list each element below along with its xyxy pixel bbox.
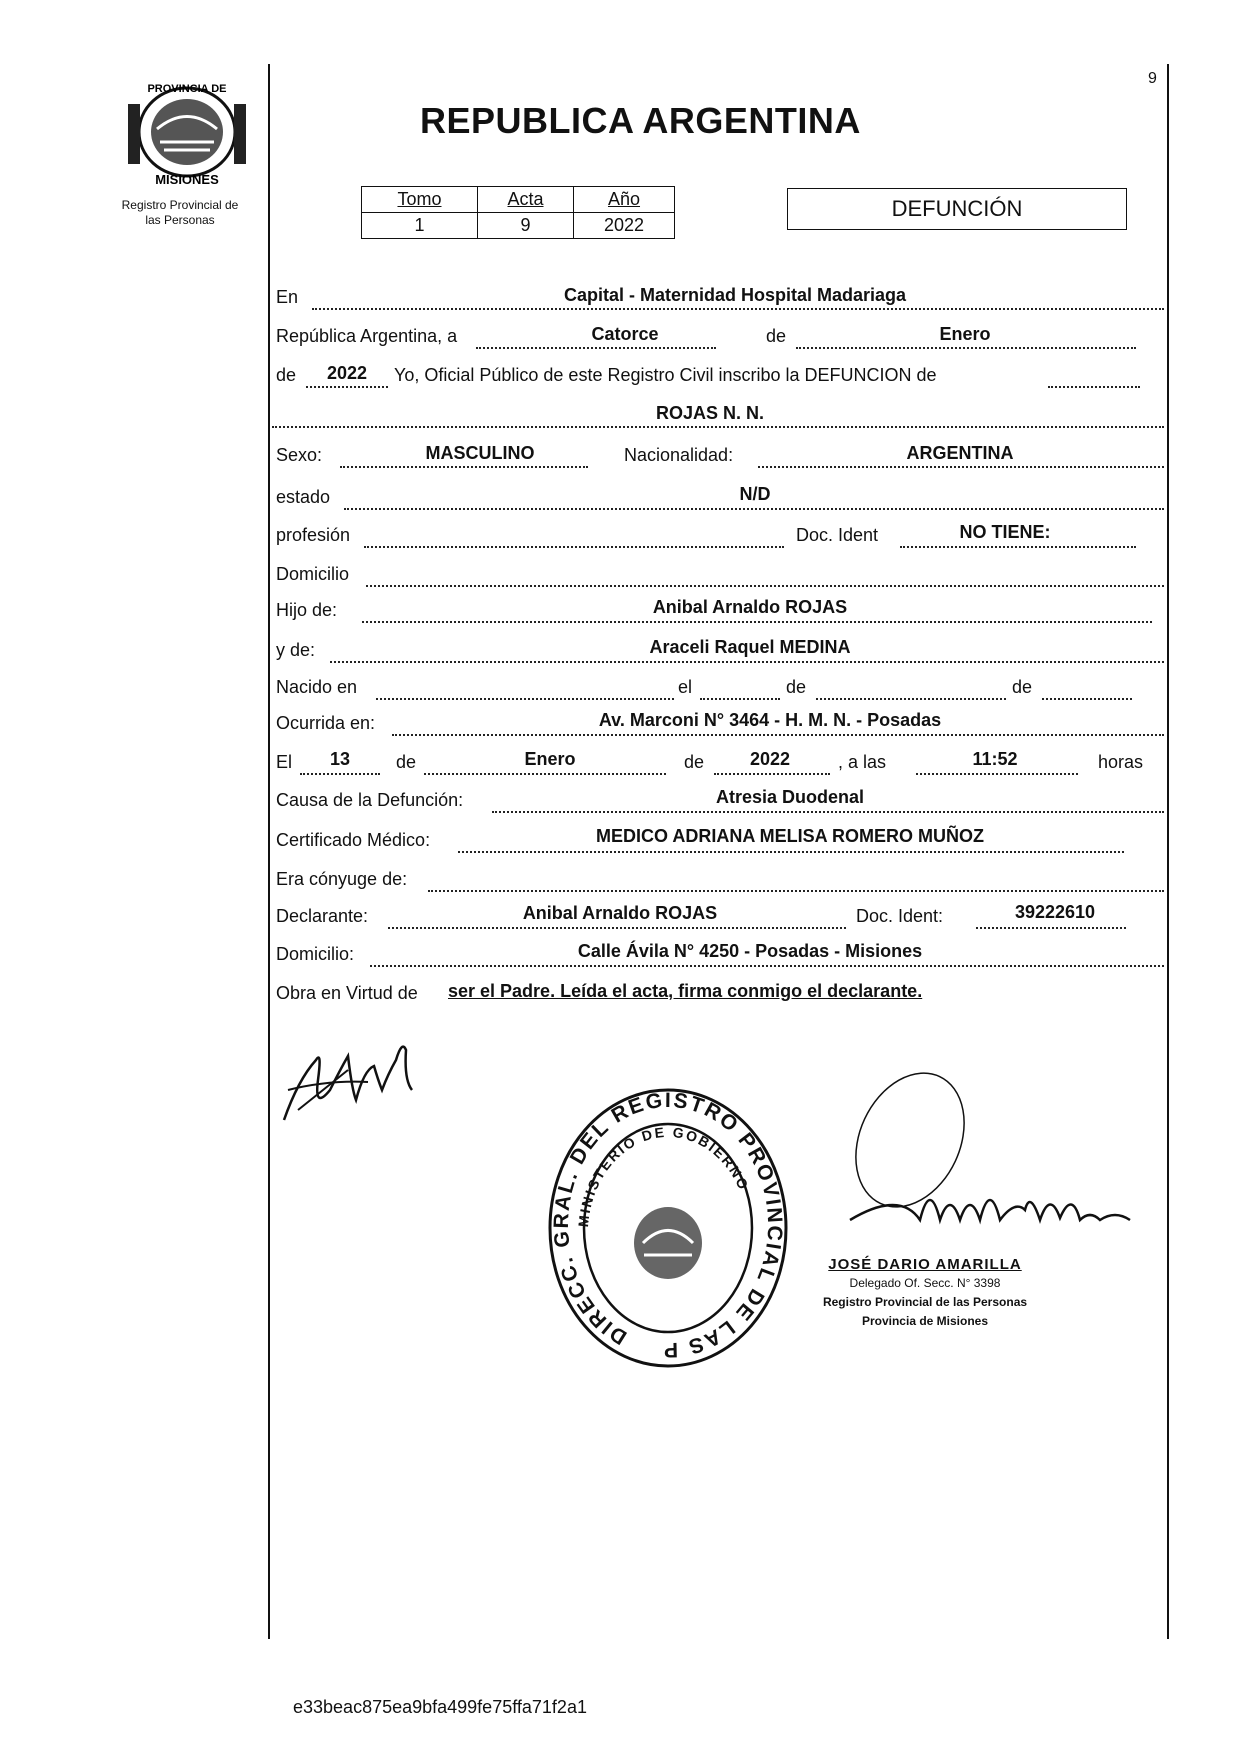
label-sexo: Sexo: <box>276 445 323 465</box>
dots-doc-declarante <box>976 927 1126 929</box>
dots-nacido-anio <box>1042 698 1132 700</box>
value-ocurrida-en: Av. Marconi N° 3464 - H. M. N. - Posadas <box>598 710 942 730</box>
dots-anio <box>306 386 388 388</box>
document-title: REPUBLICA ARGENTINA <box>420 100 861 141</box>
value-madre: Araceli Raquel MEDINA <box>649 637 851 657</box>
label-doc-ident: Doc. Ident <box>796 525 879 545</box>
label-declarante: Declarante: <box>276 906 369 926</box>
official-province: Provincia de Misiones <box>861 1314 989 1328</box>
emblem-bottom-text: MISIONES <box>155 172 219 187</box>
label-doc-ident2: Doc. Ident: <box>856 906 944 926</box>
left-margin-line <box>268 64 270 1639</box>
value-fallecido: ROJAS N. N. <box>655 403 765 423</box>
label-de2: de <box>276 365 297 385</box>
label-domicilio: Domicilio <box>276 564 350 584</box>
dots-domicilio <box>366 585 1164 587</box>
dots-mes <box>796 347 1136 349</box>
label-nacionalidad: Nacionalidad: <box>624 445 734 465</box>
value-anio-def: 2022 <box>749 749 791 769</box>
right-margin-line <box>1167 64 1169 1639</box>
official-registry: Registro Provincial de las Personas <box>822 1295 1028 1309</box>
label-obra-en: Obra en Virtud de <box>276 983 418 1003</box>
official-position: Delegado Of. Secc. N° 3398 <box>849 1276 1001 1290</box>
dots-causa <box>492 811 1164 813</box>
dots-nacionalidad <box>758 466 1164 468</box>
label-en: En <box>276 287 299 307</box>
dots-hora <box>916 773 1078 775</box>
ref-value-anio: 2022 <box>574 213 675 239</box>
official-stamp-block <box>785 1255 1065 1331</box>
label-horas: horas <box>1098 752 1144 772</box>
value-estado: N/D <box>739 484 771 504</box>
label-de-n1: de <box>786 677 807 697</box>
value-doc-declarante: 39222610 <box>1014 902 1096 922</box>
value-certificado: MEDICO ADRIANA MELISA ROMERO MUÑOZ <box>596 826 984 846</box>
value-nacionalidad: ARGENTINA <box>906 443 1014 463</box>
emblem-top-text: PROVINCIA DE <box>147 83 227 95</box>
dots-profesion <box>364 546 784 548</box>
dots-nacido-dia <box>700 698 780 700</box>
ref-value-acta: 9 <box>478 213 574 239</box>
label-causa: Causa de la Defunción: <box>276 790 464 810</box>
value-domicilio-declarante: Calle Ávila N° 4250 - Posadas - Misiones <box>577 941 923 961</box>
registry-label-line1: Registro Provincial de <box>121 198 239 212</box>
dots-conyuge <box>428 890 1164 892</box>
label-y-de: y de: <box>276 640 316 660</box>
label-el: el <box>678 677 693 697</box>
dots-domicilio-declarante <box>370 965 1164 967</box>
official-seal <box>538 1075 788 1373</box>
dots-declarante <box>388 927 846 929</box>
dots-mes-def <box>424 773 666 775</box>
ref-header-anio: Año <box>574 187 675 213</box>
value-hora: 11:52 <box>972 749 1018 769</box>
document-hash: e33beac875ea9bfa499fe75ffa71f2a1 <box>293 1697 587 1717</box>
dots-lugar <box>312 308 1164 310</box>
seal-inner-text: MINISTERIO DE GOBIERNO <box>574 1123 753 1228</box>
province-emblem <box>122 74 252 189</box>
dots-certificado <box>458 851 1124 853</box>
label-profesion: profesión <box>276 525 351 545</box>
dots-dia <box>476 347 716 349</box>
dots-ocurrida <box>392 734 1164 736</box>
label-domicilio2: Domicilio: <box>276 944 355 964</box>
registry-label-line2: las Personas <box>145 213 215 227</box>
label-yo: Yo, Oficial Público de este Registro Civil inscribo la DEFUNCION de <box>394 365 937 385</box>
label-republica: República Argentina, a <box>276 326 458 346</box>
value-dia-def: 13 <box>329 749 351 769</box>
dots-padre <box>362 621 1152 623</box>
seal-outer-text: DIRECC. GRAL. DEL REGISTRO PROVINCIAL DE LAS PERSONAS - <box>538 1075 787 1362</box>
label-de-o2: de <box>684 752 705 772</box>
dots-anio-def <box>714 773 830 775</box>
dots-madre <box>330 661 1164 663</box>
dots-doc-ident <box>900 546 1136 548</box>
value-obra-texto: ser el Padre. Leída el acta, firma conmigo el declarante. <box>448 981 923 1001</box>
official-name: JOSÉ DARIO AMARILLA <box>828 1256 1022 1273</box>
value-mes: Enero <box>939 324 991 344</box>
registry-label <box>90 198 270 228</box>
reference-table <box>361 186 675 239</box>
value-padre: Anibal Arnaldo ROJAS <box>652 597 848 617</box>
dots-nacido-mes <box>816 698 1006 700</box>
dots-estado <box>344 508 1164 510</box>
value-dia: Catorce <box>591 324 659 344</box>
value-declarante: Anibal Arnaldo ROJAS <box>522 903 718 923</box>
label-conyuge: Era cónyuge de: <box>276 869 408 889</box>
label-nacido-en: Nacido en <box>276 677 358 697</box>
dots-dia-def <box>300 773 380 775</box>
value-sexo: MASCULINO <box>425 443 535 463</box>
dots-nacido-lugar <box>376 698 674 700</box>
ref-value-tomo: 1 <box>362 213 478 239</box>
label-ocurrida-en: Ocurrida en: <box>276 713 376 733</box>
label-hijo-de: Hijo de: <box>276 600 338 620</box>
dots-fallecido <box>272 426 1164 428</box>
page-number: 9 <box>1148 70 1157 87</box>
dots-yo-end <box>1048 386 1140 388</box>
label-a-las: , a las <box>838 752 887 772</box>
ref-header-tomo: Tomo <box>362 187 478 213</box>
value-mes-def: Enero <box>524 749 576 769</box>
label-de: de <box>766 326 787 346</box>
value-doc-ident: NO TIENE: <box>959 522 1051 542</box>
label-certificado: Certificado Médico: <box>276 830 431 850</box>
label-el2: El <box>276 752 293 772</box>
value-anio: 2022 <box>326 363 368 383</box>
value-lugar: Capital - Maternidad Hospital Madariaga <box>563 285 907 305</box>
declarant-signature <box>278 1020 438 1130</box>
label-estado: estado <box>276 487 331 507</box>
value-causa: Atresia Duodenal <box>715 787 865 807</box>
document-type-box: DEFUNCIÓN <box>787 188 1127 230</box>
label-de-n2: de <box>1012 677 1033 697</box>
label-de-o1: de <box>396 752 417 772</box>
ref-header-acta: Acta <box>478 187 574 213</box>
dots-sexo <box>340 466 588 468</box>
